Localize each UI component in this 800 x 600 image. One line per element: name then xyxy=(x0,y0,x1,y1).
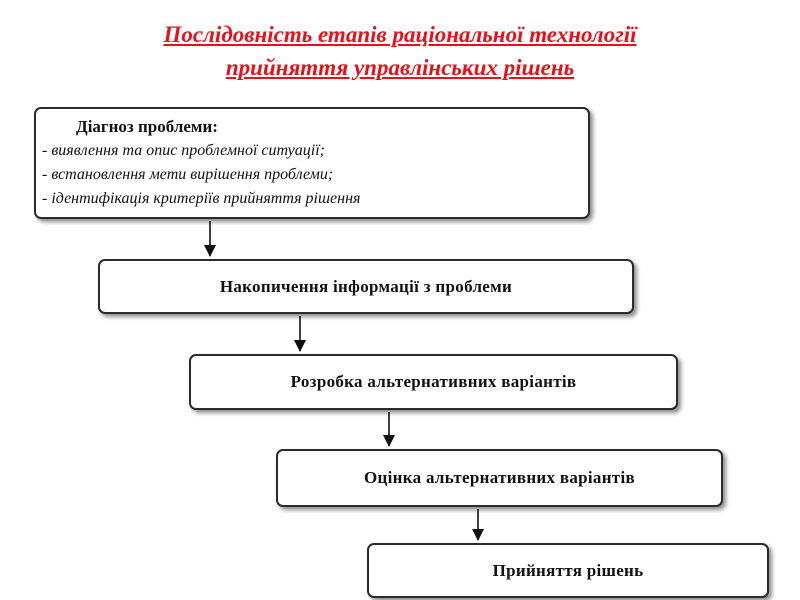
step-diagnosis-heading: Діагноз проблеми: xyxy=(76,117,218,136)
step-diagnosis-item-1: - виявлення та опис проблемної ситуації; xyxy=(42,142,325,159)
title-line-2: прийняття управлінських рішень xyxy=(225,55,575,80)
step-info-accumulation-label: Накопичення інформації з проблеми xyxy=(219,276,513,296)
step-alternatives-evaluation-box xyxy=(276,449,723,507)
arrow-3-to-4 xyxy=(383,412,395,447)
arrow-4-to-5 xyxy=(472,509,484,541)
step-diagnosis-item-2: - встановлення мети вирішення проблеми; xyxy=(42,166,334,183)
step-alternatives-development-label: Розробка альтернативних варіантів xyxy=(290,372,577,391)
step-alternatives-development-box xyxy=(189,354,678,410)
step-decision-making-label: Прийняття рішень xyxy=(492,560,644,580)
arrow-1-to-2 xyxy=(204,221,216,257)
title-line-1: Послідовність етапів раціональної технології xyxy=(163,22,637,47)
step-info-accumulation-box xyxy=(98,259,634,314)
step-decision-making-box xyxy=(367,543,769,598)
step-diagnosis-box xyxy=(34,107,590,219)
step-diagnosis-item-3: - ідентифікація критеріїв прийняття рішення xyxy=(42,190,361,207)
arrow-2-to-3 xyxy=(294,316,306,352)
step-alternatives-evaluation-label: Оцінка альтернативних варіантів xyxy=(364,468,635,487)
